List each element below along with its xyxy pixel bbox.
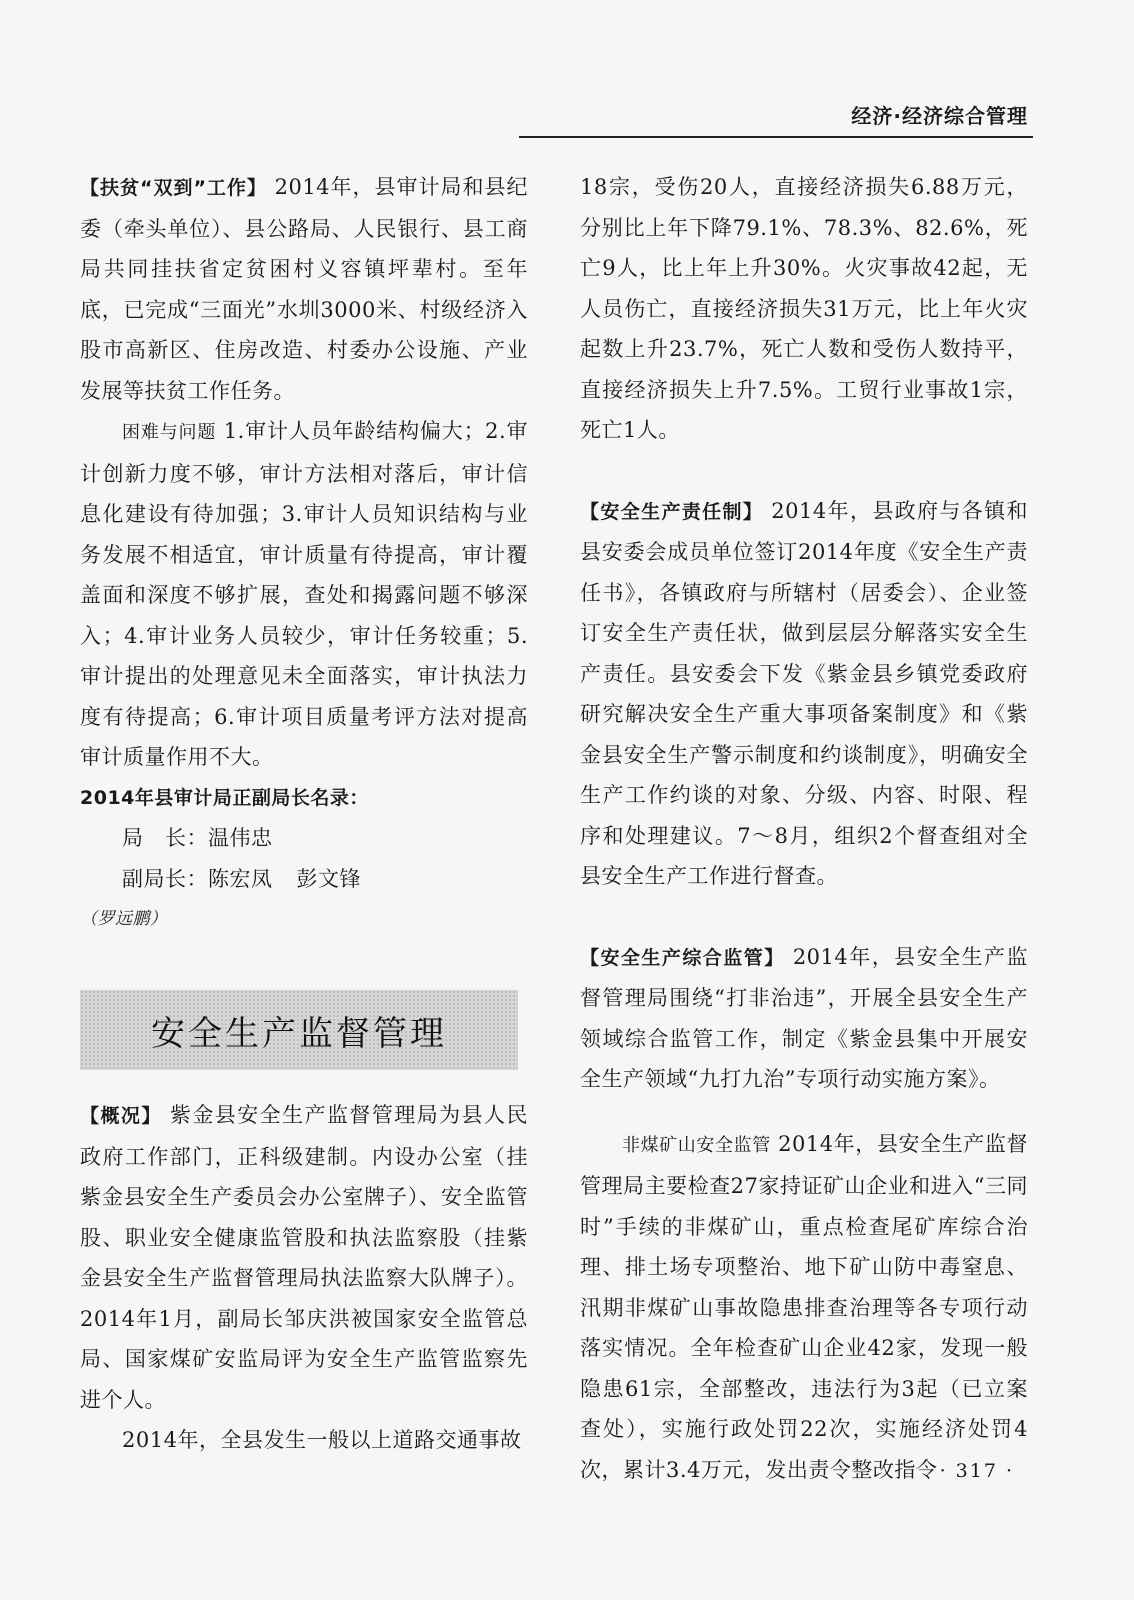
mining-paragraph	[580, 1124, 1028, 1491]
poverty-relief-text: 2014年，县审计局和县纪委（牵头单位）、县公路局、人民银行、县工商局共同挂扶省定贫困村义容镇坪辈村。至年底，已完成“三面光”水圳3000米、村级经济入股市高新区、住房改造、村委办公设施、产业发展等扶贫工作任务。	[80, 175, 528, 403]
section-banner	[80, 990, 518, 1070]
running-header: 经济·经济综合管理	[851, 104, 1028, 128]
problems-heading: 困难与问题	[122, 422, 217, 443]
accidents-continued-paragraph: 18宗，受伤20人，直接经济损失6.88万元，分别比上年下降79.1%、78.3%、82.6%，死亡9人，比上年上升30%。火灾事故42起，无人员伤亡，直接经济损失31万元，比上年火灾起数上升23.7%，死亡人数和受伤人数持平，直接经济损失上升7.5%。工贸行业事故1宗，死亡1人。	[580, 175, 1028, 442]
supervision-paragraph	[580, 937, 1028, 1100]
overview-heading: 【概况】	[80, 1105, 162, 1127]
spacer	[580, 897, 1028, 937]
problems-paragraph	[80, 411, 528, 778]
author-credit: （罗远鹏）	[80, 909, 168, 929]
roster-deputy-2: 彭文锋	[296, 866, 361, 891]
roster-director: 局 长：温伟忠	[122, 826, 273, 850]
header-rule	[519, 136, 1033, 138]
overview-paragraph	[80, 1095, 528, 1420]
supervision-text: 2014年，县安全生产监督管理局围绕“打非治违”，开展全县安全生产领域综合监管工作，制定《紫金县集中开展安全生产领域“九打九治”专项行动实施方案》。	[580, 944, 1028, 1091]
right-column	[580, 167, 1028, 1490]
roster-deputies	[80, 859, 528, 900]
responsibility-text: 2014年，县政府与各镇和县安委会成员单位签订2014年度《安全生产责任书》，各镇政府与所辖村（居委会）、企业签订安全生产责任状，做到层层分解落实安全生产责任。县安委会下发《紫金县乡镇党委政府研究解决安全生产重大事项备案制度》和《紫金县安全生产警示制度和约谈制度》，明确安全生产工作约谈的对象、分级、内容、时限、程序和处理建议。7～8月，组织2个督查组对全县安全生产工作进行督查。	[580, 498, 1028, 888]
poverty-relief-heading: 【扶贫“双到”工作】	[80, 177, 267, 199]
spacer	[580, 451, 1028, 491]
spacer	[580, 1100, 1028, 1124]
roster-title: 2014年县审计局正副局长名录：	[80, 786, 369, 809]
responsibility-paragraph	[580, 491, 1028, 897]
poverty-relief-paragraph	[80, 167, 528, 411]
overview-text: 紫金县安全生产监督管理局为县人民政府工作部门，正科级建制。内设办公室（挂紫金县安全生产委员会办公室牌子）、安全监管股、职业安全健康监管股和执法监察股（挂紫金县安全生产监督管理局执法监察大队牌子）。2014年1月，副局长邹庆洪被国家安全监管总局、国家煤矿安监局评为安全生产监管监察先进个人。	[80, 1103, 528, 1412]
problems-text: 1.审计人员年龄结构偏大；2.审计创新力度不够，审计方法相对落后，审计信息化建设有待加强；3.审计人员知识结构与业务发展不相适宜，审计质量有待提高，审计覆盖面和深度不够扩展，查处和揭露问题不够深入；4.审计业务人员较少，审计任务较重；5.审计提出的处理意见未全面落实，审计执法力度有待提高；6.审计项目质量考评方法对提高审计质量作用不大。	[80, 419, 529, 769]
mining-heading: 非煤矿山安全监管	[622, 1134, 771, 1156]
roster-deputy-1: 副局长：陈宏凤	[122, 866, 273, 891]
accidents-intro-paragraph: 2014年，全县发生一般以上道路交通事故	[122, 1428, 522, 1452]
section-title: 安全生产监督管理	[151, 1013, 447, 1054]
page-number: · 317 ·	[939, 1460, 1014, 1482]
mining-text: 2014年，县安全生产监督管理局主要检查27家持证矿山企业和进入“三同时”手续的非煤矿山，重点检查尾矿库综合治理、排土场专项整治、地下矿山防中毒窒息、汛期非煤矿山事故隐患排查治理等各专项行动落实情况。全年检查矿山企业42家，发现一般隐患61宗，全部整改，违法行为3起（已立案查处），实施行政处罚22次，实施经济处罚4次，累计3.4万元，发出责令整改指令	[580, 1131, 1029, 1482]
left-column	[80, 167, 528, 940]
section-body	[80, 1095, 528, 1461]
supervision-heading: 【安全生产综合监管】	[580, 946, 785, 969]
responsibility-heading: 【安全生产责任制】	[580, 500, 764, 523]
